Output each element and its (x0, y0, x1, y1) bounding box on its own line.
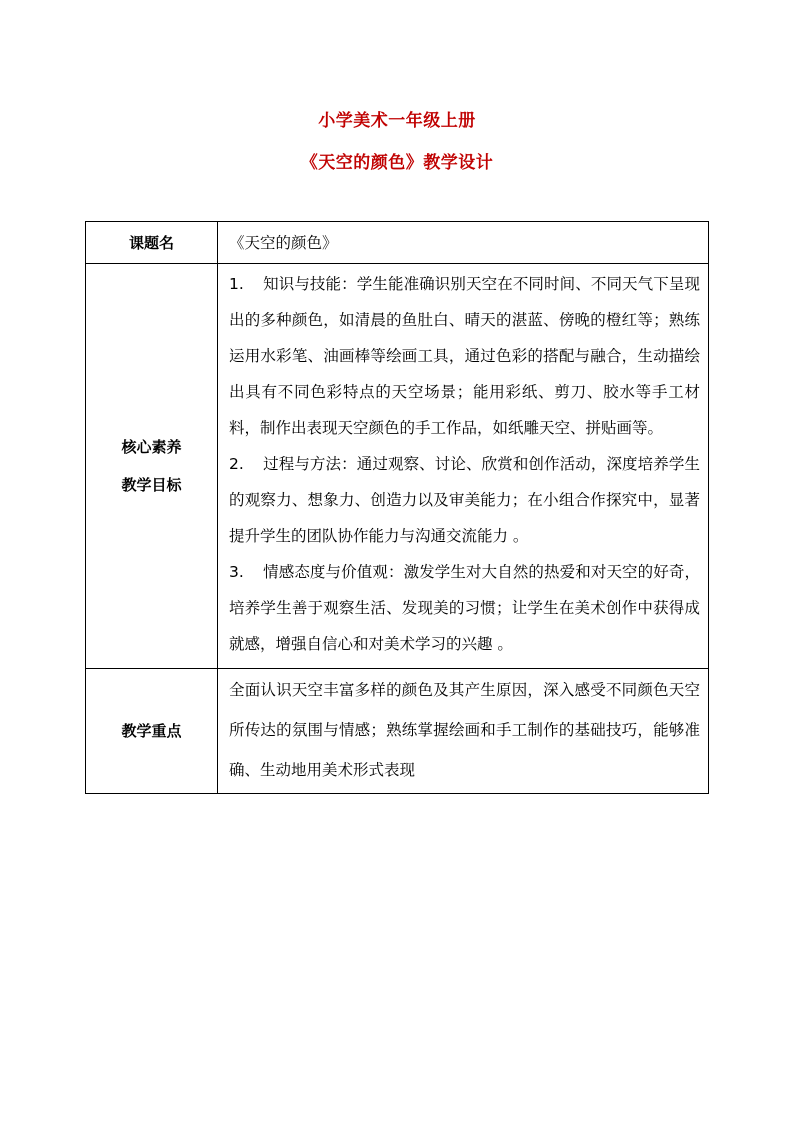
focus-text: 全面认识天空丰富多样的颜色及其产生原因，深入感受不同颜色天空所传达的氛围与情感；熟练掌握绘画和手工制作的基础技巧，能够准确、生动地用美术形式表现 (229, 681, 700, 779)
goal-item-text: 情感态度与价值观：激发学生对大自然的热爱和对天空的好奇，培养学生善于观察生活、发现美的习惯；让学生在美术创作中获得成就感，增强自信心和对美术学习的兴趣 。 (229, 563, 700, 653)
table-row-topic (86, 222, 709, 264)
goal-item-number: 3. (229, 563, 244, 581)
goals-content (218, 264, 709, 669)
document-title-line1: 小学美术一年级上册 (318, 111, 476, 131)
goals-label-line2: 教学目标 (121, 476, 182, 494)
goal-item (229, 446, 700, 554)
topic-value: 《天空的颜色》 (218, 222, 709, 264)
goal-item-text: 过程与方法：通过观察、讨论、欣赏和创作活动，深度培养学生的观察力、想象力、创造力以及审美能力；在小组合作探究中，显著提升学生的团队协作能力与沟通交流能力 。 (229, 455, 700, 545)
focus-content (218, 669, 709, 794)
focus-label: 教学重点 (86, 669, 218, 794)
table-row-focus (86, 669, 709, 794)
goal-item (229, 266, 700, 446)
lesson-plan-table (85, 221, 709, 794)
goal-item (229, 554, 700, 662)
goal-item-number: 2. (229, 455, 244, 473)
document-title-line2: 《天空的颜色》教学设计 (300, 153, 494, 173)
goal-item-text: 知识与技能：学生能准确识别天空在不同时间、不同天气下呈现出的多种颜色，如清晨的鱼肚白、晴天的湛蓝、傍晚的橙红等；熟练运用水彩笔、油画棒等绘画工具，通过色彩的搭配与融合，生动描绘出具有不同色彩特点的天空场景；能用彩纸、剪刀、胶水等手工材料，制作出表现天空颜色的手工作品，如纸雕天空、拼贴画等。 (229, 275, 700, 437)
goal-item-number: 1. (229, 275, 244, 293)
topic-label: 课题名 (86, 222, 218, 264)
goals-label-line1: 核心素养 (121, 438, 182, 456)
table-row-goals (86, 264, 709, 669)
goals-label (86, 264, 218, 669)
